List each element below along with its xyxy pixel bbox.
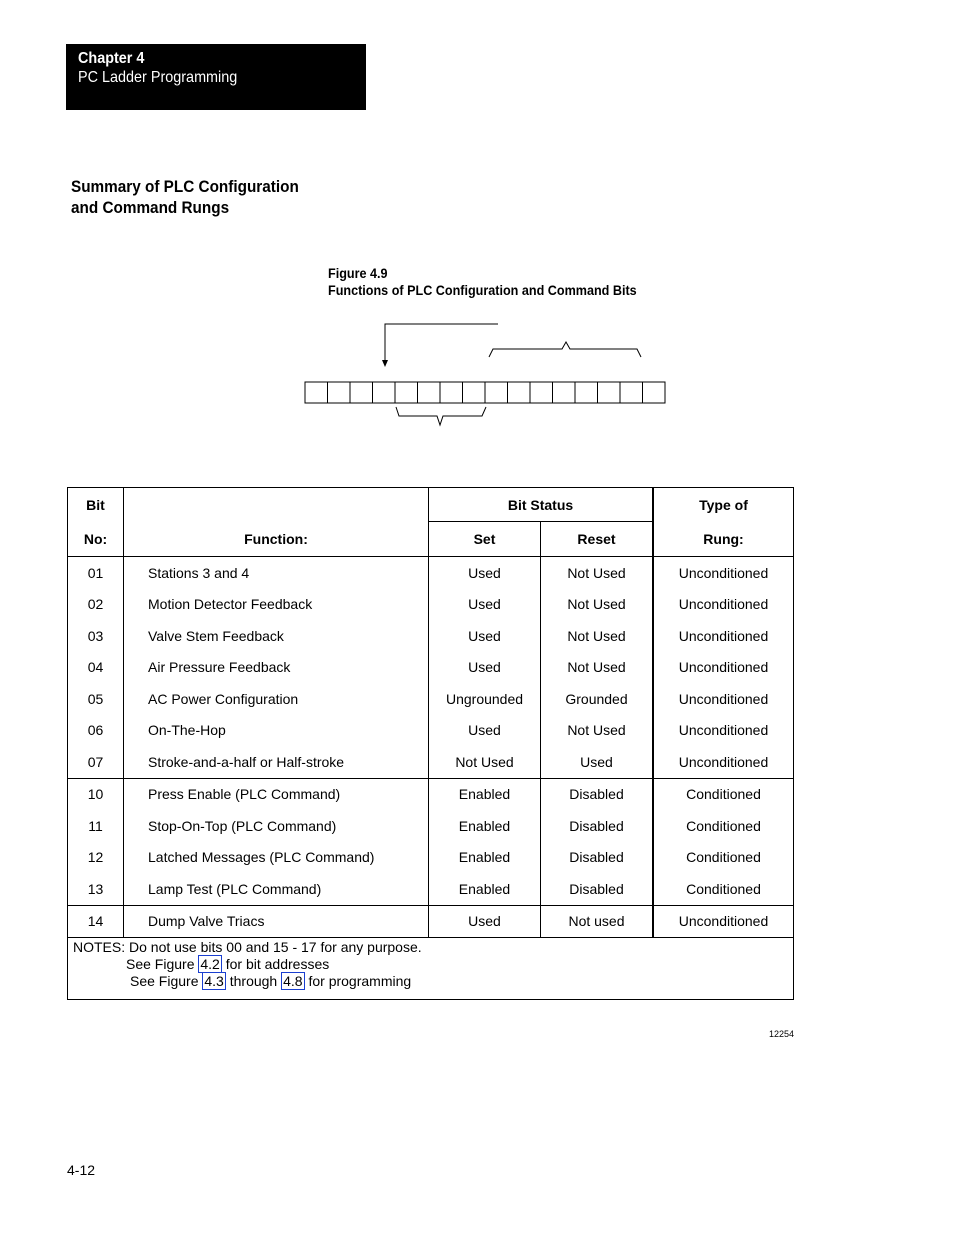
- notes-line2: See Figure 4.2 for bit addresses: [126, 956, 330, 972]
- header-set: Set: [429, 522, 541, 557]
- set-cell: Used: [429, 557, 541, 589]
- rung-type-cell: Unconditioned: [678, 627, 769, 644]
- bit-number-cell: 03: [68, 620, 124, 652]
- set-cell: Ungrounded: [429, 683, 541, 715]
- bit-cell: [508, 382, 531, 403]
- table-row: [68, 683, 794, 715]
- table-row: [68, 842, 794, 874]
- function-cell: Dump Valve Triacs: [124, 905, 429, 938]
- reset-cell: Grounded: [541, 683, 654, 715]
- bit-cell: [328, 382, 351, 403]
- reset-cell: Used: [541, 746, 654, 778]
- function-cell: Lamp Test (PLC Command): [124, 873, 429, 905]
- rung-type-cell: Conditioned: [686, 817, 761, 834]
- bit-cell: [305, 382, 328, 403]
- pointer-arrowhead: [382, 360, 388, 367]
- bit-cell: [440, 382, 463, 403]
- bit-number-cell: 06: [68, 715, 124, 747]
- set-cell: Used: [429, 620, 541, 652]
- figure-4-2-link[interactable]: 4.2: [200, 956, 220, 972]
- upper-brace: [489, 342, 641, 357]
- set-cell: Not Used: [429, 746, 541, 778]
- chapter-header: [66, 44, 366, 110]
- rung-type-cell: Unconditioned: [678, 596, 769, 613]
- reset-cell: Not Used: [541, 620, 654, 652]
- header-bit-top: Bit: [68, 488, 124, 522]
- rung-type-cell: Unconditioned: [678, 690, 769, 707]
- figure-4-8-link[interactable]: 4.8: [283, 973, 303, 989]
- bit-cells: [305, 382, 665, 403]
- set-cell: Enabled: [429, 842, 541, 874]
- rung-type-cell: Unconditioned: [653, 746, 794, 778]
- set-cell: Used: [429, 652, 541, 684]
- bit-cell: [350, 382, 373, 403]
- bit-cell: [373, 382, 396, 403]
- header-bit-status: Bit Status: [429, 488, 654, 522]
- bit-number-cell: 12: [68, 842, 124, 874]
- bit-number-cell: 10: [68, 778, 124, 810]
- figure-4-3-link[interactable]: 4.3: [204, 973, 224, 989]
- function-cell: Air Pressure Feedback: [124, 652, 429, 684]
- function-cell: Press Enable (PLC Command): [124, 778, 429, 810]
- bit-word-diagram: [300, 318, 680, 433]
- bit-cell: [643, 382, 666, 403]
- set-cell: Used: [429, 589, 541, 621]
- bit-number-cell: 05: [68, 683, 124, 715]
- bit-number-cell: 07: [68, 746, 124, 778]
- bit-cell: [418, 382, 441, 403]
- bit-cell: [395, 382, 418, 403]
- bit-cell: [485, 382, 508, 403]
- set-cell: Enabled: [429, 873, 541, 905]
- lower-brace: [396, 407, 486, 425]
- bit-cell: [620, 382, 643, 403]
- reset-cell: Disabled: [541, 810, 654, 842]
- notes-line1: NOTES: Do not use bits 00 and 15 - 17 for any purpose.: [73, 939, 422, 955]
- function-cell: Stroke-and-a-half or Half-stroke: [124, 746, 429, 778]
- pointer-line: [385, 324, 498, 363]
- section-title: [71, 176, 299, 218]
- figure-caption: [328, 265, 637, 299]
- rung-type-cell: Conditioned: [653, 873, 794, 905]
- table-row: [68, 557, 794, 589]
- reset-cell: Disabled: [541, 842, 654, 874]
- table-header-row-2: [68, 522, 794, 557]
- table-row: [68, 589, 794, 621]
- reset-cell: Not Used: [541, 652, 654, 684]
- bit-cell: [530, 382, 553, 403]
- function-cell: Latched Messages (PLC Command): [124, 842, 429, 874]
- table-row: [68, 620, 794, 652]
- header-function: Function:: [124, 522, 429, 557]
- page-number: 4-12: [67, 1162, 96, 1178]
- table-row: [68, 715, 794, 747]
- function-cell: On-The-Hop: [124, 715, 429, 747]
- function-cell: AC Power Configuration: [124, 683, 429, 715]
- set-cell: Enabled: [429, 810, 541, 842]
- set-cell: Used: [429, 715, 541, 747]
- bit-cell: [575, 382, 598, 403]
- header-reset: Reset: [541, 522, 654, 557]
- bit-number-cell: 14: [68, 905, 124, 938]
- reset-cell: Not used: [541, 905, 654, 938]
- reset-cell: Not Used: [541, 557, 654, 589]
- header-type-bottom: Rung:: [653, 522, 794, 557]
- set-cell: Enabled: [429, 778, 541, 810]
- rung-type-cell: Unconditioned: [678, 913, 769, 930]
- table-row: [68, 746, 794, 778]
- reset-cell: Not Used: [541, 589, 654, 621]
- chapter-number: Chapter 4: [78, 50, 145, 67]
- bit-number-cell: 11: [68, 810, 124, 842]
- section-title-line1: Summary of PLC Configuration: [71, 177, 299, 196]
- reset-cell: Disabled: [541, 778, 654, 810]
- rung-type-cell: Unconditioned: [678, 564, 769, 581]
- bit-number-cell: 02: [68, 589, 124, 621]
- reset-cell: Disabled: [541, 873, 654, 905]
- figure-reference-number: 12254: [769, 1029, 795, 1039]
- rung-type-cell: Conditioned: [686, 786, 761, 803]
- bit-number-cell: 01: [68, 557, 124, 589]
- rung-type-cell: Unconditioned: [678, 659, 769, 676]
- table-row: [68, 778, 794, 810]
- notes-line3: See Figure 4.3 through 4.8 for programming: [130, 973, 412, 989]
- bit-cell: [553, 382, 576, 403]
- bit-cell: [463, 382, 486, 403]
- header-type-top: Type of: [699, 496, 748, 513]
- chapter-title: PC Ladder Programming: [78, 69, 238, 86]
- set-cell: Used: [429, 905, 541, 938]
- notes-box: [67, 935, 794, 1000]
- rung-type-cell: Unconditioned: [678, 722, 769, 739]
- bit-cell: [598, 382, 621, 403]
- bit-function-table: [67, 487, 794, 938]
- table-header-row-1: [68, 488, 794, 522]
- reset-cell: Not Used: [541, 715, 654, 747]
- bit-number-cell: 13: [68, 873, 124, 905]
- table-row: [68, 652, 794, 684]
- function-cell: Motion Detector Feedback: [124, 589, 429, 621]
- rung-type-cell: Conditioned: [686, 849, 761, 866]
- function-cell: Stations 3 and 4: [124, 557, 429, 589]
- table-row: [68, 905, 794, 938]
- table-row: [68, 810, 794, 842]
- figure-number: Figure 4.9: [328, 265, 388, 281]
- header-bit-bottom: No:: [68, 522, 124, 557]
- function-cell: Stop-On-Top (PLC Command): [124, 810, 429, 842]
- bit-number-cell: 04: [68, 652, 124, 684]
- table-row: [68, 873, 794, 905]
- function-cell: Valve Stem Feedback: [124, 620, 429, 652]
- section-title-line2: and Command Rungs: [71, 198, 230, 217]
- figure-title: Functions of PLC Configuration and Command Bits: [328, 282, 637, 298]
